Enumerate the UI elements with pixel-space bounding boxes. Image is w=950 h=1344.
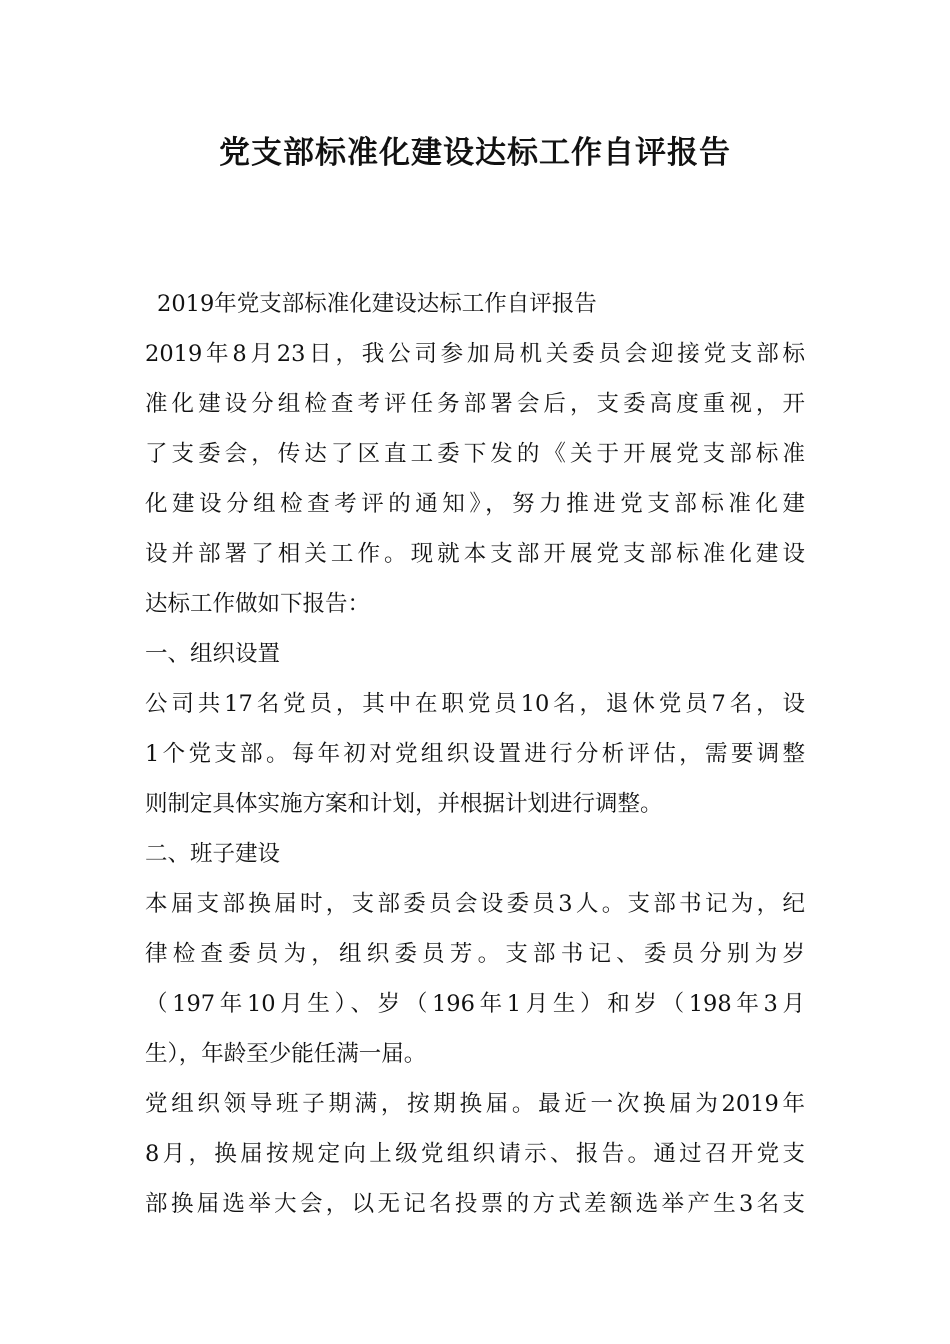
- paragraph-line: 1个党支部。每年初对党组织设置进行分析评估，需要调整: [145, 741, 805, 767]
- paragraph-line: 部换届选举大会，以无记名投票的方式差额选举产生3名支: [145, 1191, 805, 1217]
- paragraph-line: 公司共17名党员，其中在职党员10名，退休党员7名，设: [145, 691, 805, 717]
- paragraph-line: 8月，换届按规定向上级党组织请示、报告。通过召开党支: [145, 1141, 805, 1167]
- paragraph-line: （197年10月生）、岁（196年1月生）和岁（198年3月: [145, 991, 805, 1017]
- paragraph-line: 律检查委员为，组织委员芳。支部书记、委员分别为岁: [145, 941, 805, 967]
- paragraph-line: 准化建设分组检查考评任务部署会后，支委高度重视，开: [145, 391, 805, 417]
- paragraph-line: 党组织领导班子期满，按期换届。最近一次换届为2019年: [145, 1091, 805, 1117]
- paragraph-line: 达标工作做如下报告：: [145, 591, 371, 617]
- paragraph-line: 化建设分组检查考评的通知》，努力推进党支部标准化建: [145, 491, 805, 517]
- paragraph-line: 设并部署了相关工作。现就本支部开展党支部标准化建设: [145, 541, 805, 567]
- paragraph-line: 了支委会，传达了区直工委下发的《关于开展党支部标准: [145, 441, 805, 467]
- paragraph-line: 2019年8月23日，我公司参加局机关委员会迎接党支部标: [145, 341, 805, 367]
- document-subtitle: 2019年党支部标准化建设达标工作自评报告: [157, 291, 597, 317]
- section-heading: 一、组织设置: [145, 641, 281, 667]
- section-heading: 二、班子建设: [145, 841, 281, 867]
- document-body: [145, 279, 805, 1229]
- paragraph-line: 则制定具体实施方案和计划，并根据计划进行调整。: [145, 791, 663, 817]
- paragraph-line: 生），年龄至少能任满一届。: [145, 1041, 427, 1067]
- document-title: 党支部标准化建设达标工作自评报告: [219, 135, 731, 171]
- paragraph-line: 本届支部换届时，支部委员会设委员3人。支部书记为，纪: [145, 891, 805, 917]
